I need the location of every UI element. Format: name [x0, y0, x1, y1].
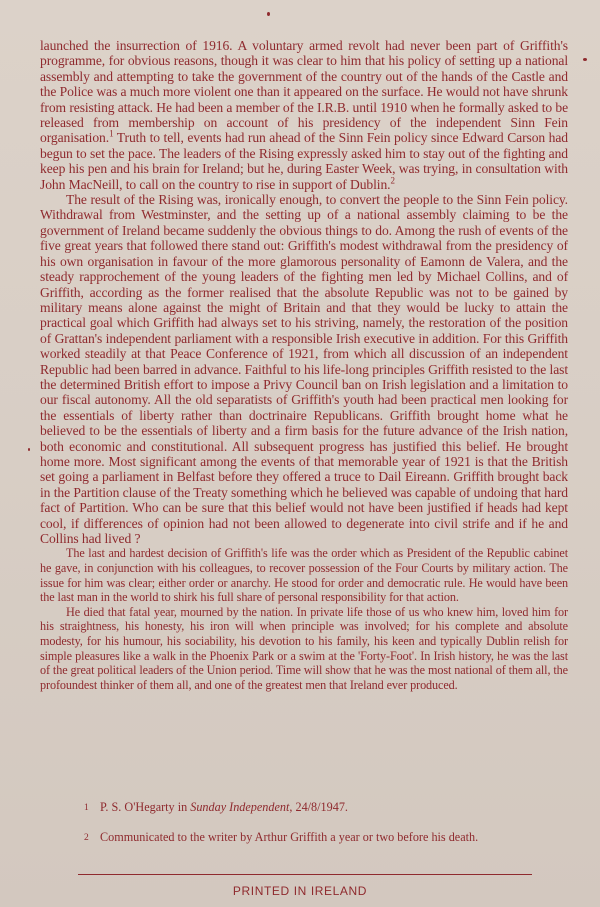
- ink-speck: [267, 12, 270, 16]
- footnote-text: Communicated to the writer by Arthur Griffith a year or two before his death.: [100, 830, 479, 844]
- footnote-text-after: , 24/8/1947.: [289, 800, 348, 814]
- footnotes: [84, 800, 554, 860]
- footnote-source: Sunday Independent: [190, 800, 290, 814]
- footnote-1: [84, 800, 554, 816]
- footnote-number: 1: [84, 803, 89, 813]
- ink-speck: [28, 448, 30, 451]
- footnote-ref-2[interactable]: 2: [390, 175, 395, 186]
- printer-imprint: PRINTED IN IRELAND: [232, 884, 368, 898]
- body-text: [40, 38, 568, 692]
- ink-speck: [583, 58, 587, 61]
- divider-rule: [78, 874, 532, 875]
- paragraph-1-continued: Truth to tell, events had run ahead of the Sinn Fein policy since Edward Carson had begun to set the pace. The leaders of the Rising expressly asked him to stay out of the fighting and keep his pen and his brain for Ireland; but he, during Easter Week, was trying, in consultation with John MacNeill, to call on the country to rise in support of Dublin.: [40, 130, 568, 192]
- paragraph-3: The last and hardest decision of Griffith's life was the order which as President of the Republic cabinet he gave, in conjunction with his colleagues, to recover possession of the Four Courts by military action. The issue for him was clear; either order or anarchy. He stood for order and democratic rule. He would have been the last man in the world to shirk his full share of personal responsibility for that action.: [40, 546, 568, 605]
- paragraph-1-text: launched the insurrection of 1916. A voluntary armed revolt had never been part of Griffith's programme, for obvious reasons, though it was clear to him that his policy of setting up a national assembly and attempting to take the government of the country out of the hands of the Castle and the Police was a much more violent one than it appeared on the surface. He would not have shrunk from resisting attack. He had been a member of the I.R.B. until 1910 when he formally asked to be released from membership on account of his presidency of the independent Sinn Fein organisation.: [40, 38, 568, 146]
- footnote-2: [84, 830, 554, 846]
- footnote-text-before: P. S. O'Hegarty in: [100, 800, 191, 814]
- paragraph-4: He died that fatal year, mourned by the nation. In private life those of us who knew him, loved him for his straightness, his honesty, his iron will when principle was involved; for his complete and absolute modesty, for his humour, his sociability, his devotion to his family, his keen and typically Dublin relish for simple pleasures like a walk in the Phoenix Park or a swim at the 'Forty-Foot'. In Irish history, he was the last of the great political leaders of the Union period. Time will show that he was the most national of them all, the profoundest thinker of them all, and one of the greatest men that Ireland ever produced.: [40, 604, 568, 692]
- footnote-number: 2: [84, 833, 89, 843]
- paragraph-2: The result of the Rising was, ironically enough, to convert the people to the Sinn Fein policy. Withdrawal from Westminster, and the setting up of a national assembly claiming to be the government of Ireland became suddenly the obvious things to do. Among the rush of events of the five great years that followed there stand out: Griffith's modest withdrawal from the presidency of his own organisation in favour of the more glamorous personality of Eamonn de Valera, and the steady rapprochement of the young leaders of the fighting men led by Michael Collins, and of Griffith, according as the former realised that the absolute Republic was not to be gained by military means alone against the might of Britain and that they would be lucky to attain the practical goal which Griffith had always set to his striving, namely, the restoration of the position of Grattan's independent parliament with a responsible Irish executive in addition. For this Griffith worked steadily at that Peace Conference of 1921, from which all discussion of an independent Republic had been barred in advance. Faithful to his life-long principles Griffith resisted to the last the determined British effort to impose a Privy Council ban on Irish legislation and a limitation to our fiscal autonomy. All the old separatists of Griffith's youth had been practical men looking for the essentials of liberty rather than doctrinaire Republicans. Griffith brought home what he believed to be the essentials of liberty and a firm basis for the future advance of the Irish nation, both economic and constitutional. All subsequent progress has justified this belief. He brought home more. Most significant among the events of that memorable year of 1921 is that the British set going a parliament in Belfast before they offered a truce to Dail Eireann. Griffith brought back in the Partition clause of the Treaty something which he believed was capable of undoing that hard fact of Partition. Who can be sure that this belief would not have been justified if heads had kept cool, if differences of opinion had not been allowed to degenerate into civil strife and if he and Collins had lived ?: [40, 192, 568, 546]
- footnote-ref-1[interactable]: 1: [109, 128, 114, 139]
- footnote-text: [100, 800, 554, 816]
- paragraph-1: [40, 38, 568, 192]
